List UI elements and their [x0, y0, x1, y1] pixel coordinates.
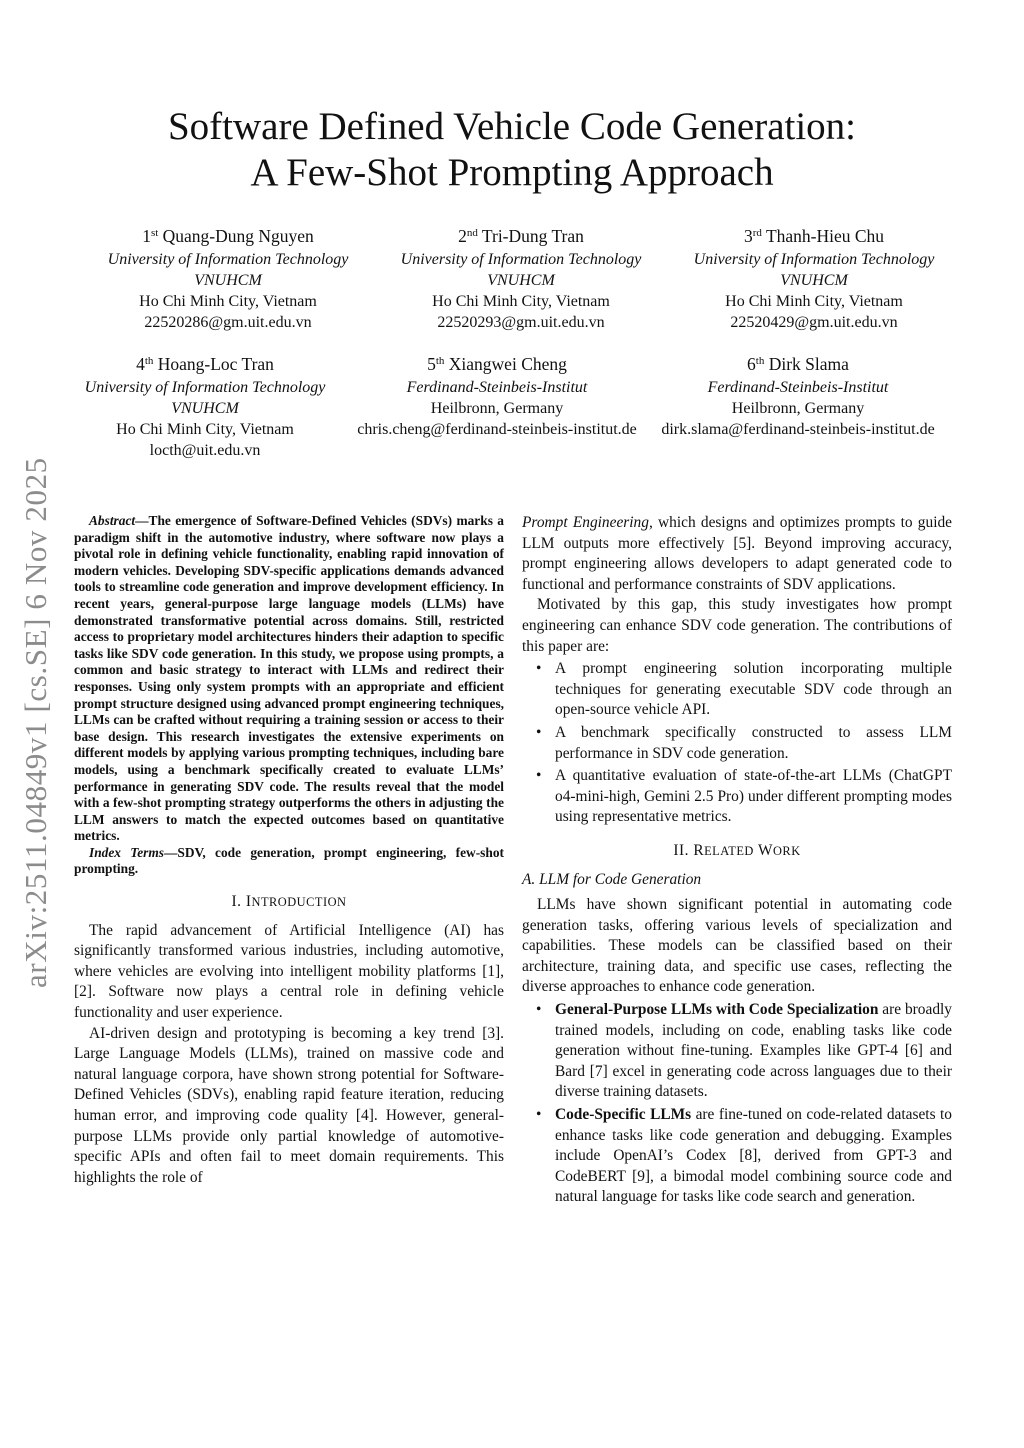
- author-affiliation: University of Information Technology: [693, 251, 935, 268]
- title-line-2: A Few-Shot Prompting Approach: [250, 151, 774, 194]
- intro-paragraph-2: AI-driven design and prototyping is becoming a key trend [3]. Large Language Models (LLMs), trained on massive code and natural language corpora, have shown strong potential for Software-Defined Vehicles (SDVs), enabling rapid feature iteration, reducing human error, and improving code quality [4]. However, general-purpose LLMs provide only partial knowledge of automotive-specific APIs and often fail to meet domain requirements. This highlights the role of: [74, 1024, 504, 1186]
- author-email[interactable]: locth@uit.edu.vn: [149, 442, 261, 459]
- author-name: 6th Dirk Slama: [747, 354, 849, 374]
- left-column: [74, 513, 504, 1188]
- llm-categories-list: [522, 1000, 952, 1208]
- author-block-1: [63, 224, 393, 333]
- section-heading-introduction: I. INTRODUCTION: [231, 893, 347, 911]
- author-block-3: [649, 224, 979, 333]
- title-line-1: Software Defined Vehicle Code Generation:: [167, 105, 857, 148]
- intro-paragraph-4: Motivated by this gap, this study investigates how prompt engineering can enhance SDV code generation. The contributions of this paper are:: [522, 596, 952, 655]
- list-item: • General-Purpose LLMs with Code Specialization are broadly trained models, including on code, enabling tasks like code generation without fine-tuning. Examples like GPT-4 [6] and Bard [7] excel in generating code across languages due to their diverse training datasets.: [536, 1001, 952, 1101]
- author-name: 5th Xiangwei Cheng: [427, 354, 567, 374]
- author-block-4: [40, 352, 370, 461]
- index-terms-label: Index Terms: [89, 844, 164, 860]
- list-item: • Code-Specific LLMs are fine-tuned on code-related datasets to enhance tasks like code generation and debugging. Examples include OpenAI’s Codex [8], derived from GPT-3 and CodeBERT [9], a bimodal model combining source code and natural language for tasks like code search and generation.: [536, 1106, 952, 1206]
- author-name: 3rd Thanh-Hieu Chu: [743, 226, 885, 246]
- author-email[interactable]: dirk.slama@ferdinand-steinbeis-institut.de: [661, 421, 935, 438]
- author-name: 2nd Tri-Dung Tran: [458, 226, 584, 246]
- author-email[interactable]: 22520429@gm.uit.edu.vn: [730, 314, 898, 331]
- list-item: • A benchmark specifically constructed to assess LLM performance in SDV code generation.: [536, 723, 952, 762]
- author-city: Heilbronn, Germany: [731, 400, 865, 417]
- abstract-paragraph: [74, 513, 504, 845]
- section-heading-related-work: II. RELATED WORK: [673, 841, 801, 859]
- author-name: 4th Hoang-Loc Tran: [136, 354, 274, 374]
- author-city: Ho Chi Minh City, Vietnam: [432, 293, 610, 310]
- author-affiliation: University of Information Technology: [84, 379, 326, 396]
- author-organization: VNUHCM: [171, 400, 239, 417]
- list-item: • A prompt engineering solution incorporating multiple techniques for generating executable SDV code through an open-source vehicle API.: [536, 660, 952, 719]
- author-affiliation: Ferdinand-Steinbeis-Institut: [406, 379, 588, 396]
- intro-paragraph-3: Prompt Engineering, which designs and optimizes prompts to guide LLM outputs more effectively [5]. Beyond improving accuracy, prompt engineering allows developers to adapt generated code to functional and performance constraints of SDV applications.: [522, 514, 952, 593]
- author-organization: VNUHCM: [194, 272, 262, 289]
- index-terms-text: —SDV, code generation, prompt engineering, few-shot prompting.: [74, 844, 504, 877]
- intro-paragraph-1: The rapid advancement of Artificial Intelligence (AI) has significantly transformed various industries, including automotive, where vehicles are evolving into intelligent mobility platforms [1], [2]. Software now plays a central role in defining vehicle functionality and user experience.: [74, 921, 504, 1022]
- contributions-list: [522, 659, 952, 828]
- abstract-label: Abstract: [89, 513, 136, 528]
- index-terms: [74, 845, 504, 878]
- author-email[interactable]: 22520293@gm.uit.edu.vn: [437, 314, 605, 331]
- right-column: [522, 513, 952, 1210]
- author-affiliation: Ferdinand-Steinbeis-Institut: [707, 379, 889, 396]
- paper-title: [60, 104, 964, 196]
- list-item: • A quantitative evaluation of state-of-the-art LLMs (ChatGPT o4-mini-high, Gemini 2.5 Pro) under different prompting modes using representative metrics.: [536, 767, 952, 826]
- author-email[interactable]: 22520286@gm.uit.edu.vn: [144, 314, 312, 331]
- author-organization: VNUHCM: [487, 272, 555, 289]
- arxiv-identifier-stamp: arXiv:2511.04849v1 [cs.SE] 6 Nov 2025: [18, 457, 53, 988]
- author-block-2: [356, 224, 686, 333]
- author-city: Ho Chi Minh City, Vietnam: [139, 293, 317, 310]
- author-block-5: [332, 352, 662, 440]
- author-name: 1st Quang-Dung Nguyen: [142, 226, 314, 246]
- abstract-text: —The emergence of Software-Defined Vehicles (SDVs) marks a paradigm shift in the automotive industry, where software now plays a pivotal role in defining vehicle functionality, enabling rapid innovation of modern vehicles. Developing SDV-specific applications demands advanced tools to streamline code generation and improve development efficiency. In recent years, general-purpose large language models (LLMs) have demonstrated transformative potential across domains. Still, restricted access to proprietary model architectures hinders their adaption to specific tasks like SDV code generation. In this study, we propose using prompts, a common and basic strategy to interact with LLMs and redirect their responses. Using only system prompts with an appropriate and efficient prompt structure designed using advanced prompt engineering techniques, LLMs can be crafted without requiring a training session or access to their base design. This research investigates the extensive experiments on different models by applying various prompting techniques, including bare models, using a benchmark specifically created to evaluate LLMs’ performance in generating SDV code. The results reveal that the model with a few-shot prompting strategy outperforms the others in adjusting the LLM answers to match the expected outcomes based on quantitative metrics.: [74, 513, 504, 844]
- author-city: Ho Chi Minh City, Vietnam: [725, 293, 903, 310]
- author-email[interactable]: chris.cheng@ferdinand-steinbeis-institut.de: [357, 421, 637, 438]
- author-organization: VNUHCM: [780, 272, 848, 289]
- author-block-6: [633, 352, 963, 440]
- subsection-heading: A. LLM for Code Generation: [522, 870, 702, 888]
- author-city: Heilbronn, Germany: [430, 400, 564, 417]
- author-affiliation: University of Information Technology: [400, 251, 642, 268]
- prompt-engineering-term: Prompt Engineering: [522, 514, 649, 531]
- abstract: [74, 513, 504, 878]
- author-city: Ho Chi Minh City, Vietnam: [116, 421, 294, 438]
- author-affiliation: University of Information Technology: [107, 251, 349, 268]
- related-paragraph-1: LLMs have shown significant potential in automating code generation tasks, offering various levels of specialization and capabilities. These models can be classified based on their architecture, training data, and specific use cases, reflecting the diverse approaches to enhance code generation.: [522, 896, 952, 996]
